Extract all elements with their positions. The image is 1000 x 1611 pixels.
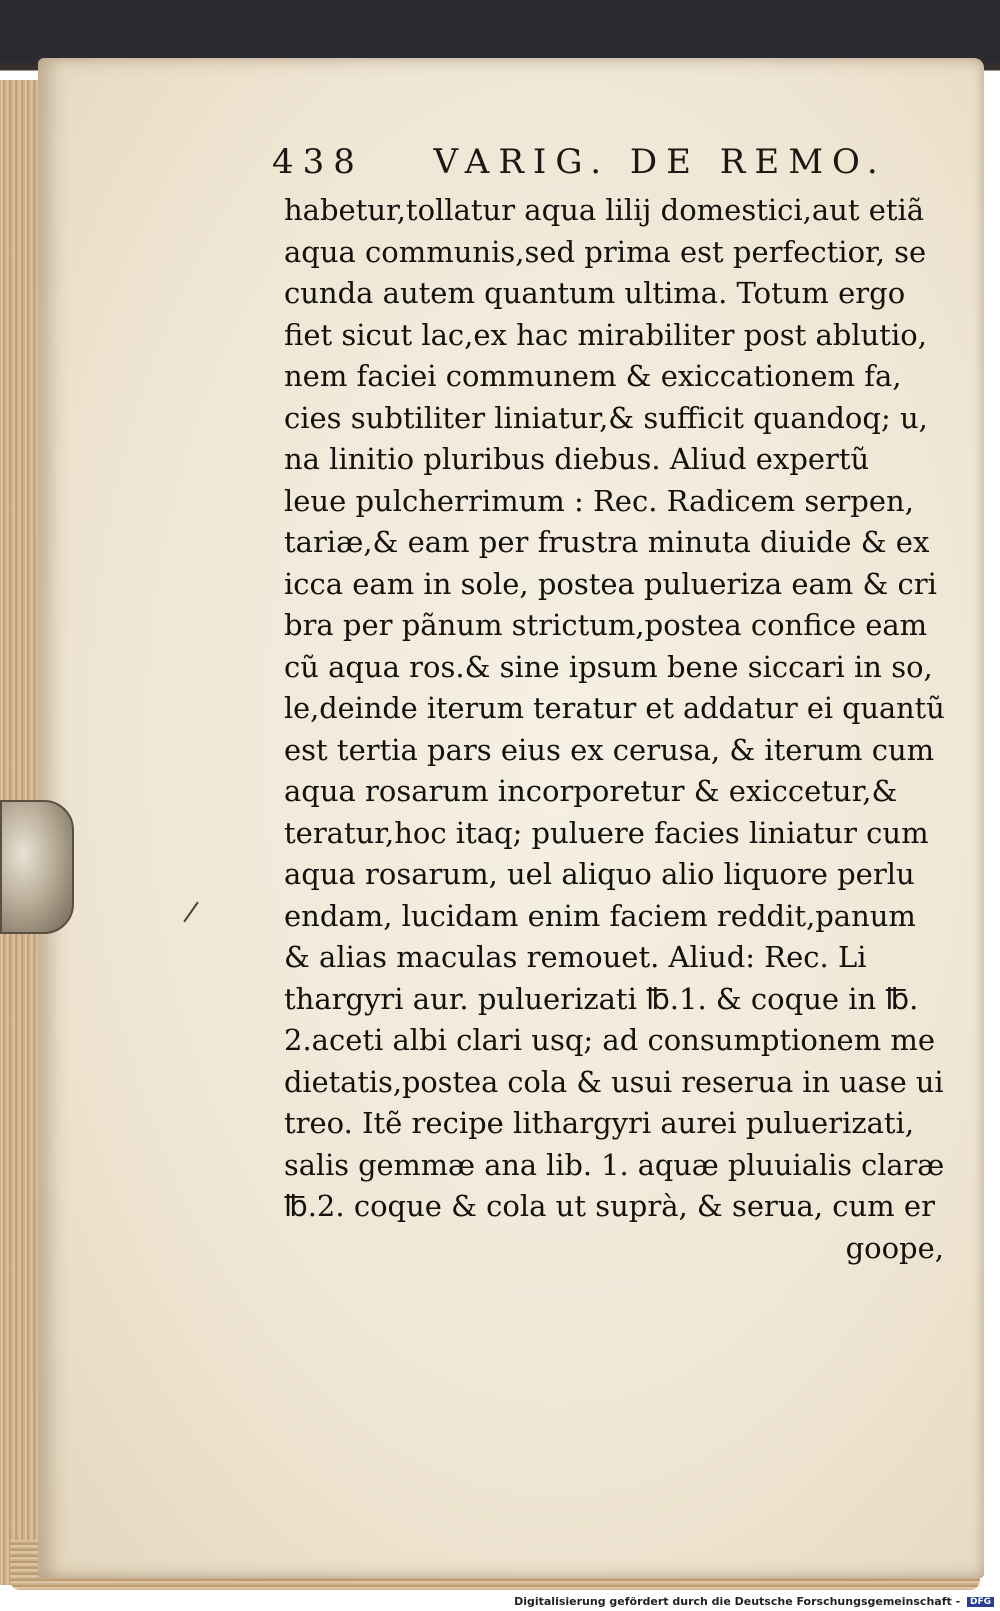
text-line: cunda autem quantum ultima. Totum ergo (284, 276, 906, 310)
body-text (284, 190, 944, 1269)
text-line: est tertia pars eius ex cerusa, & iterum cum (284, 732, 935, 767)
text-line: & alias maculas remouet. Aliud: Rec. Li (284, 940, 867, 974)
book-clasp (0, 800, 74, 934)
text-line: na linitio pluribus diebus. Aliud expertũ (284, 442, 870, 476)
text-line: bra per pãnum strictum,postea confice eam (284, 608, 928, 642)
text-line: cũ aqua ros.& sine ipsum bene siccari in so, (284, 649, 933, 684)
catchword: goope, (845, 1230, 944, 1265)
text-line: leue pulcherrimum : Rec. Radicem serpen, (284, 483, 914, 518)
text-line: le,deinde iterum teratur et addatur ei quantũ (284, 691, 945, 725)
text-line: salis gemmæ ana lib. 1. aquæ pluuialis claræ (284, 1147, 945, 1182)
text-line: dietatis,postea cola & usui reserua in uase ui (284, 1064, 944, 1099)
dfg-logo: DFG (967, 1597, 994, 1607)
text-line: aqua rosarum incorporetur & exiccetur,& (284, 774, 898, 808)
text-line: endam, lucidam enim faciem reddit,panum (284, 898, 916, 933)
text-line: ℔.2. coque & cola ut suprà, & serua, cum er (284, 1189, 935, 1223)
running-head (272, 142, 887, 182)
text-line: nem faciei communem & exiccationem fa, (284, 359, 902, 393)
text-line: cies subtiliter liniatur,& sufficit quandoq; u, (284, 400, 928, 435)
text-line: fiet sicut lac,ex hac mirabiliter post ablutio, (284, 317, 927, 352)
page-number: 438 (272, 142, 364, 182)
running-title: VARIG. DE REMO. (433, 142, 887, 182)
text-line: icca eam in sole, postea pulueriza eam & cri (284, 566, 937, 601)
text-line: aqua communis,sed prima est perfectior, se (284, 234, 927, 269)
text-line: tariæ,& eam per frustra minuta diuide & ex (284, 525, 930, 559)
text-line: treo. Itẽ recipe lithargyri aurei puluerizati, (284, 1106, 915, 1140)
digitization-credit (514, 1595, 994, 1608)
text-line: 2.aceti albi clari usq; ad consumptionem me (284, 1023, 936, 1057)
text-line: thargyri aur. puluerizati ℔.1. & coque in ℔. (284, 981, 919, 1016)
text-line: habetur,tollatur aqua lilij domestici,aut etiã (284, 193, 925, 227)
text-line: aqua rosarum, uel aliquo alio liquore perlu (284, 857, 915, 891)
text-line: teratur,hoc itaq; puluere facies liniatur cum (284, 815, 929, 850)
credit-text: Digitalisierung gefördert durch die Deutsche Forschungsgemeinschaft - (514, 1595, 961, 1608)
